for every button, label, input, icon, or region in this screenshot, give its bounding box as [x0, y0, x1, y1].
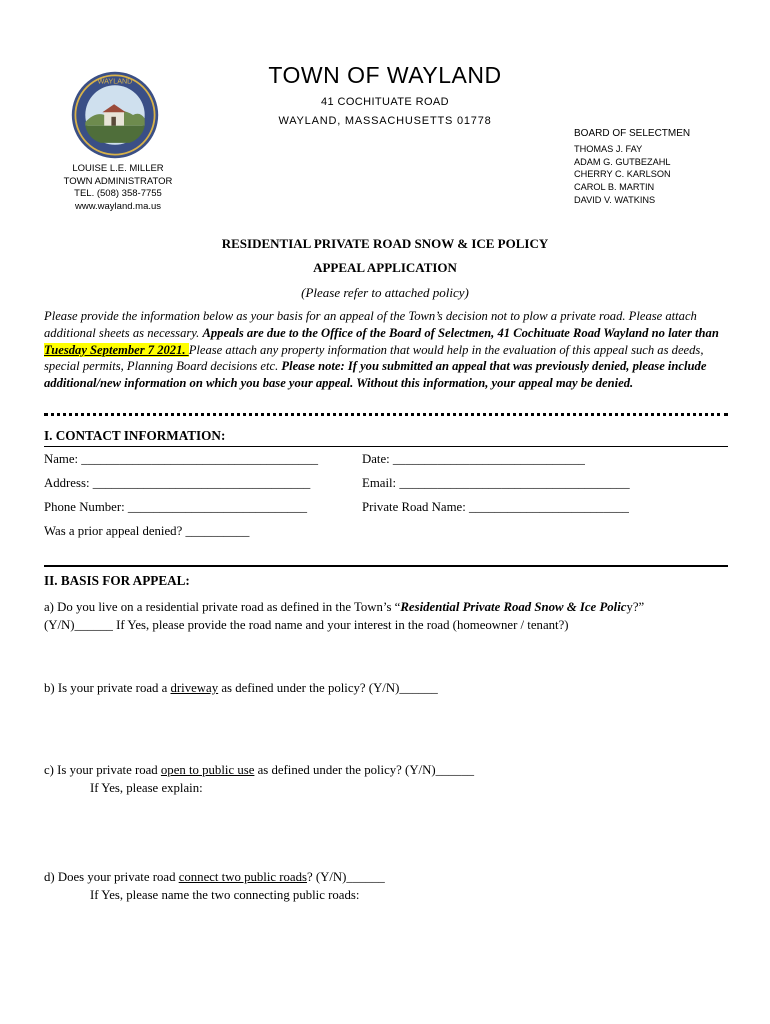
question-b-text: b) Is your private road a [44, 681, 171, 695]
dotted-divider [44, 413, 728, 416]
section-contact-heading: I. CONTACT INFORMATION: [44, 428, 226, 443]
form-note: (Please refer to attached policy) [301, 285, 469, 300]
board-member: CAROL B. MARTIN [574, 182, 655, 193]
term-connect-two-public-roads: connect two public roads [178, 870, 307, 884]
deadline-notice: Appeals are due to the Office of the Board of Selectmen, 41 Cochituate Road Wayland no later than [202, 325, 719, 340]
form-subtitle: APPEAL APPLICATION [313, 260, 457, 275]
town-address-line1: 41 COCHITUATE ROAD [320, 96, 449, 108]
board-of-selectmen [574, 128, 690, 207]
board-member: CHERRY C. KARLSON [574, 169, 671, 180]
town-seal-logo [70, 70, 160, 160]
question-c-answer: as defined under the policy? (Y/N)______ [254, 763, 475, 777]
question-c-text: c) Is your private road [44, 763, 161, 777]
email-field[interactable]: Email: ____________________________________ [362, 476, 630, 490]
administrator-title: TOWN ADMINISTRATOR [63, 175, 173, 187]
deadline-date-highlight: Tuesday September 7 2021. [44, 342, 189, 357]
question-d-text: d) Does your private road [44, 870, 179, 884]
question-b-answer: as defined under the policy? (Y/N)______ [218, 681, 438, 695]
board-member: DAVID V. WATKINS [574, 194, 656, 205]
prior-denial-note: Please note: If you submitted an appeal that was previously denied, please include additional/new information on which you base your appeal. Without this information, your appeal may be denied. [44, 359, 707, 391]
question-d-followup: If Yes, please name the two connecting public roads: [90, 888, 360, 902]
question-d[interactable] [44, 868, 385, 904]
seal-lettering: WAYLAND [97, 76, 133, 86]
question-a-text: a) Do you live on a residential private road as defined in the Town’s “ [44, 600, 401, 614]
question-d-answer: ? (Y/N)______ [306, 870, 385, 884]
administrator-name: LOUISE L.E. MILLER [72, 163, 164, 174]
question-b[interactable] [44, 679, 438, 697]
instructions-text: Please provide the information below as your basis for an appeal of the Town’s decision not to plow a private road. Please attach additional sheets as necessary. [44, 309, 697, 340]
board-heading: BOARD OF SELECTMEN [574, 128, 691, 139]
date-field[interactable]: Date: ______________________________ [362, 452, 585, 466]
address-field[interactable]: Address: __________________________________ [44, 476, 311, 490]
name-field[interactable]: Name: _____________________________________ [44, 452, 319, 466]
question-a-answer-line[interactable]: (Y/N)______ If Yes, please provide the road name and your interest in the road (homeowner / tenant?) [44, 618, 569, 632]
section-divider [44, 565, 728, 567]
term-driveway: driveway [170, 681, 219, 695]
town-administrator-block [48, 163, 188, 213]
private-road-name-field[interactable]: Private Road Name: _________________________ [362, 500, 629, 514]
prior-appeal-field[interactable]: Was a prior appeal denied? __________ [44, 524, 250, 538]
question-a [44, 598, 734, 634]
board-member: THOMAS J. FAY [574, 143, 643, 154]
administrator-phone: TEL. (508) 358-7755 [74, 188, 162, 199]
section-basis-heading: II. BASIS FOR APPEAL: [44, 573, 190, 588]
town-name: TOWN OF WAYLAND [268, 62, 502, 88]
question-c[interactable] [44, 761, 474, 797]
phone-field[interactable]: Phone Number: ____________________________ [44, 500, 308, 514]
instructions-paragraph [44, 308, 730, 392]
instructions-text: Please attach any property information that would help in the evaluation of this appeal such as deeds, special permits, Planning Board decisions etc. [44, 342, 704, 374]
form-title: RESIDENTIAL PRIVATE ROAD SNOW & ICE POLICY [221, 236, 549, 251]
board-member: ADAM G. GUTBEZAHL [574, 156, 671, 167]
town-address-line2: WAYLAND, MASSACHUSETTS 01778 [278, 115, 492, 127]
policy-name: Residential Private Road Snow & Ice Polic [400, 600, 627, 614]
term-open-to-public-use: open to public use [160, 763, 255, 777]
question-a-text-end: y?” [626, 600, 645, 614]
question-c-followup: If Yes, please explain: [90, 781, 203, 795]
section-divider [44, 446, 728, 447]
town-website-link[interactable]: www.wayland.ma.us [74, 200, 162, 212]
